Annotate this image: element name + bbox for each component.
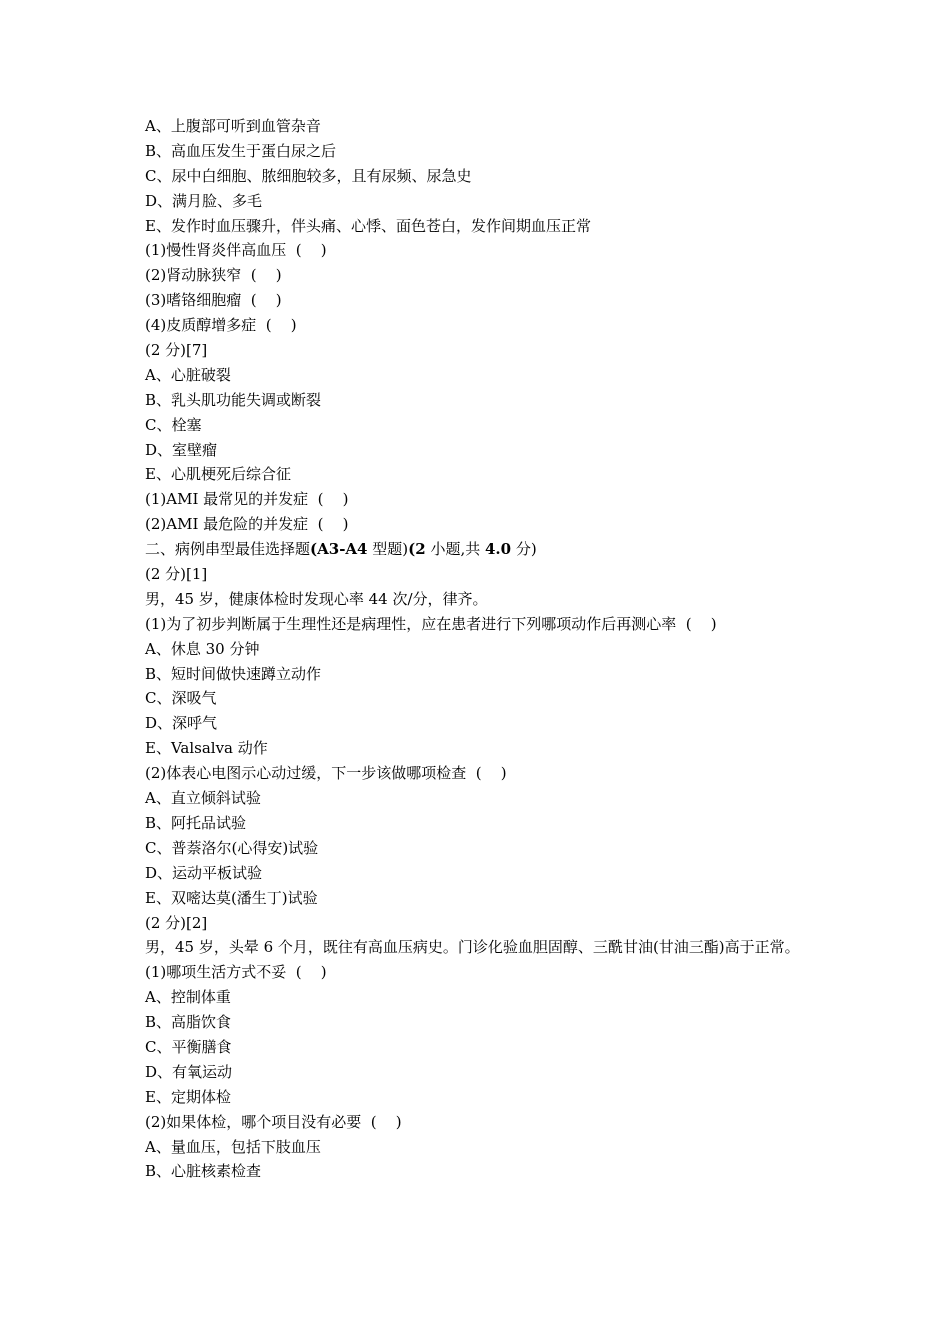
option-line: E、Valsalva 动作: [145, 739, 268, 758]
option-line: A、直立倾斜试验: [145, 789, 261, 808]
question-line: (4)皮质醇增多症 ( ): [145, 316, 297, 335]
option-line: A、量血压，包括下肢血压: [145, 1137, 321, 1156]
option-line: B、阿托品试验: [145, 813, 247, 832]
option-line: D、满月脸、多毛: [145, 191, 263, 210]
section-heading-part: 型题): [367, 540, 409, 559]
option-line: B、高脂饮食: [145, 1013, 232, 1032]
option-line: B、心脏核素检查: [145, 1162, 262, 1181]
section-heading-part: 分): [511, 540, 537, 559]
section-heading-part: 4.0: [484, 540, 512, 559]
section-heading-part: (2: [408, 540, 426, 559]
option-line: B、高血压发生于蛋白尿之后: [145, 141, 337, 160]
option-line: E、双嘧达莫(潘生丁)试验: [145, 888, 318, 907]
option-line: C、普萘洛尔(心得安)试验: [145, 838, 319, 857]
section-heading-part: (A3-A4: [310, 540, 368, 559]
option-line: C、深吸气: [145, 689, 217, 708]
option-line: B、乳头肌功能失调或断裂: [145, 390, 322, 409]
question-line: (3)嗜铬细胞瘤 ( ): [145, 291, 282, 310]
option-line: D、室壁瘤: [145, 440, 218, 459]
score-line: (2 分)[2]: [145, 913, 208, 932]
case-intro: 男，45 岁，健康体检时发现心率 44 次/分，律齐。: [145, 589, 488, 608]
question-line: (1)为了初步判断属于生理性还是病理性，应在患者进行下列哪项动作后再测心率 ( ): [145, 614, 717, 633]
option-line: D、深呼气: [145, 714, 218, 733]
section-heading: [145, 537, 825, 562]
question-line: (1)哪项生活方式不妥 ( ): [145, 963, 327, 982]
section-heading-part: 二、病例串型最佳选择题: [145, 540, 311, 559]
question-line: (1)AMI 最常见的并发症 ( ): [145, 490, 349, 509]
option-line: D、运动平板试验: [145, 863, 263, 882]
option-line: C、尿中白细胞、脓细胞较多，且有尿频、尿急史: [145, 166, 472, 185]
question-line: (2)如果体检，哪个项目没有必要 ( ): [145, 1112, 402, 1131]
section-heading-part: 小题,共: [425, 540, 485, 559]
option-line: A、心脏破裂: [145, 365, 231, 384]
option-line: D、有氧运动: [145, 1062, 233, 1081]
question-line: (1)慢性肾炎伴高血压 ( ): [145, 241, 327, 260]
question-line: (2)肾动脉狭窄 ( ): [145, 266, 282, 285]
score-line: (2 分)[7]: [145, 341, 208, 360]
option-line: E、定期体检: [145, 1087, 231, 1106]
question-line: (2)体表心电图示心动过缓，下一步该做哪项检查 ( ): [145, 764, 507, 783]
option-line: E、心肌梗死后综合征: [145, 465, 291, 484]
option-line: C、栓塞: [145, 415, 202, 434]
option-line: A、休息 30 分钟: [145, 639, 260, 658]
case-intro: 男，45 岁，头晕 6 个月，既往有高血压病史。门诊化验血胆固醇、三酰甘油(甘油三酯)高于正常。: [145, 938, 800, 957]
option-line: E、发作时血压骤升，伴头痛、心悸、面色苍白，发作间期血压正常: [145, 216, 591, 235]
option-line: C、平衡膳食: [145, 1037, 232, 1056]
question-line: (2)AMI 最危险的并发症 ( ): [145, 515, 349, 534]
score-line: (2 分)[1]: [145, 565, 208, 584]
option-line: B、短时间做快速蹲立动作: [145, 664, 322, 683]
option-line: A、上腹部可听到血管杂音: [145, 117, 321, 135]
option-line: A、控制体重: [145, 988, 231, 1007]
document-page: [145, 114, 825, 1184]
